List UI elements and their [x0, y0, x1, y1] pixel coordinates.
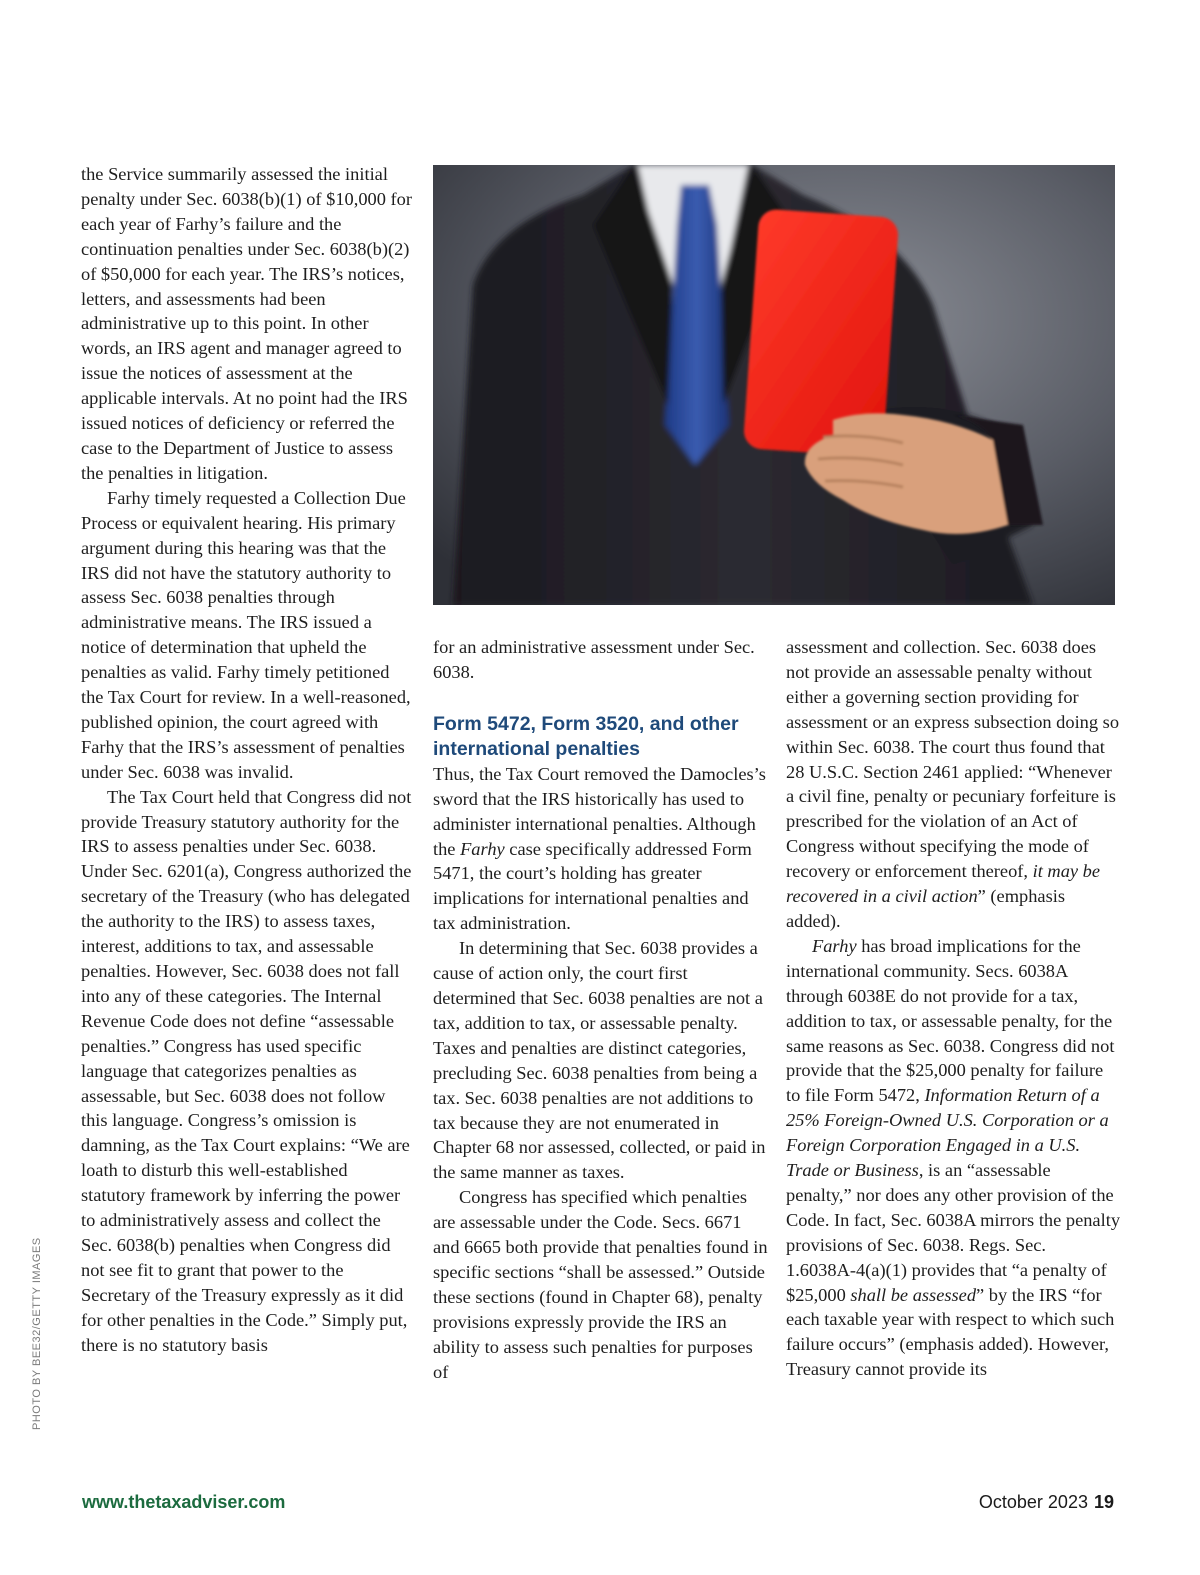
form-title: Information Return of a 25% Foreign-Owned U.S. Corporation or a Foreign Corporation Engaged in a U.S. Trade or Business	[786, 1085, 1109, 1181]
body-paragraph: assessment and collection. Sec. 6038 does not provide an assessable penalty without either a governing section providing for assessment or an express subsection doing so within Sec. 6038. The court thus found that 28 U.S.C. Section 2461 applied: “Whenever a civil fine, penalty or pecuniary forfeiture is prescribed for the violation of an Act of Congress without specifying the mode of recovery or enforcement thereof, it may be recovered in a civil action” (emphasis added).	[786, 637, 1120, 931]
case-name: Farhy	[460, 838, 505, 859]
issue-date: October 2023	[978, 1492, 1088, 1512]
emphasis-text: shall be assessed	[850, 1284, 977, 1305]
section-heading: Form 5472, Form 3520, and other international penalties	[433, 712, 739, 760]
body-paragraph: the Service summarily assessed the initial penalty under Sec. 6038(b)(1) of $10,000 for each year of Farhy’s failure and the continuation penalties under Sec. 6038(b)(2) of $50,000 for each year. The IRS’s notices, letters, and assessments had been administrative up to this point. In other words, an IRS agent and manager agreed to issue the notices of assessment at the applicable intervals. At no point had the IRS issued notices of deficiency or referred the case to the Department of Justice to assess the penalties in litigation.	[81, 164, 412, 483]
body-paragraph: Farhy timely requested a Collection Due Process or equivalent hearing. His primary argument during this hearing was that the IRS did not have the statutory authority to assess Sec. 6038 penalties through administrative means. The IRS issued a notice of determination that upheld the penalties as valid. Farhy timely petitioned the Tax Court for review. In a well-reasoned, published opinion, the court agreed with Farhy that the IRS’s assessment of penalties under Sec. 6038 was invalid.	[81, 487, 411, 782]
case-name: Farhy	[812, 935, 857, 956]
businessman-red-card-illustration	[433, 165, 1115, 605]
page-number: 19	[1093, 1492, 1114, 1512]
body-paragraph: In determining that Sec. 6038 provides a cause of action only, the court first determined that Sec. 6038 penalties are not a tax, addition to tax, or assessable penalty. Taxes and penalties are distinct categories, precluding Sec. 6038 penalties from being a tax. Sec. 6038 penalties are not additions to tax because they are not enumerated in Chapter 68 nor assessed, collected, or paid in the same manner as taxes.	[433, 938, 766, 1183]
article-photo	[433, 165, 1115, 605]
body-paragraph: for an administrative assessment under Sec. 6038.	[433, 637, 755, 682]
article-column-2	[433, 635, 769, 1384]
body-paragraph: Congress has specified which penalties are assessable under the Code. Secs. 6671 and 6665 both provide that penalties found in specific sections “shall be assessed.” Outside these sections (found in Chapter 68), penalty provisions expressly provide the IRS an ability to assess such penalties for purposes of	[433, 1187, 768, 1382]
body-paragraph: Thus, the Tax Court removed the Damocles’s sword that the IRS historically has used to administer international penalties. Although the Farhy case specifically addressed Form 5471, the court’s holding has greater implications for international penalties and tax administration.	[433, 763, 766, 934]
photo-credit: PHOTO BY BEE32/GETTY IMAGES	[31, 1237, 43, 1430]
body-paragraph: Farhy has broad implications for the international community. Secs. 6038A through 6038E do not provide for a tax, addition to tax, or assessable penalty, for the same reasons as Sec. 6038. Congress did not provide that the $25,000 penalty for failure to file Form 5472, Information Return of a 25% Foreign-Owned U.S. Corporation or a Foreign Corporation Engaged in a U.S. Trade or Business, is an “assessable penalty,” nor does any other provision of the Code. In fact, Sec. 6038A mirrors the penalty provisions of Sec. 6038. Regs. Sec. 1.6038A-4(a)(1) provides that “a penalty of $25,000 shall be assessed” by the IRS “for each taxable year with respect to which such failure occurs” (emphasis added). However, Treasury cannot provide its	[786, 935, 1121, 1380]
article-column-1	[81, 162, 414, 1358]
emphasis-text: it may be recovered in a civil action	[786, 861, 1101, 907]
footer-website-link[interactable]: www.thetaxadviser.com	[82, 1492, 286, 1512]
body-paragraph: The Tax Court held that Congress did not provide Treasury statutory authority for the IRS to assess penalties under Sec. 6038. Under Sec. 6201(a), Congress authorized the secretary of the Treasury (who has delegated the authority to the IRS) to assess taxes, interest, additions to tax, and assessable penalties. However, Sec. 6038 does not fall into any of these categories. The Internal Revenue Code does not define “assessable penalties.” Congress has used specific language that categorizes penalties as assessable, but Sec. 6038 does not follow this language. Congress’s omission is damning, as the Tax Court explains: “We are loath to disturb this well-established statutory framework by inferring the power to administratively assess and collect the Sec. 6038(b) penalties when Congress did not see fit to grant that power to the Secretary of the Treasury expressly as it did for other penalties in the Code.” Simply put, there is no statutory basis	[81, 786, 412, 1355]
footer-issue-info	[979, 1492, 1114, 1513]
article-column-3	[786, 635, 1120, 1382]
